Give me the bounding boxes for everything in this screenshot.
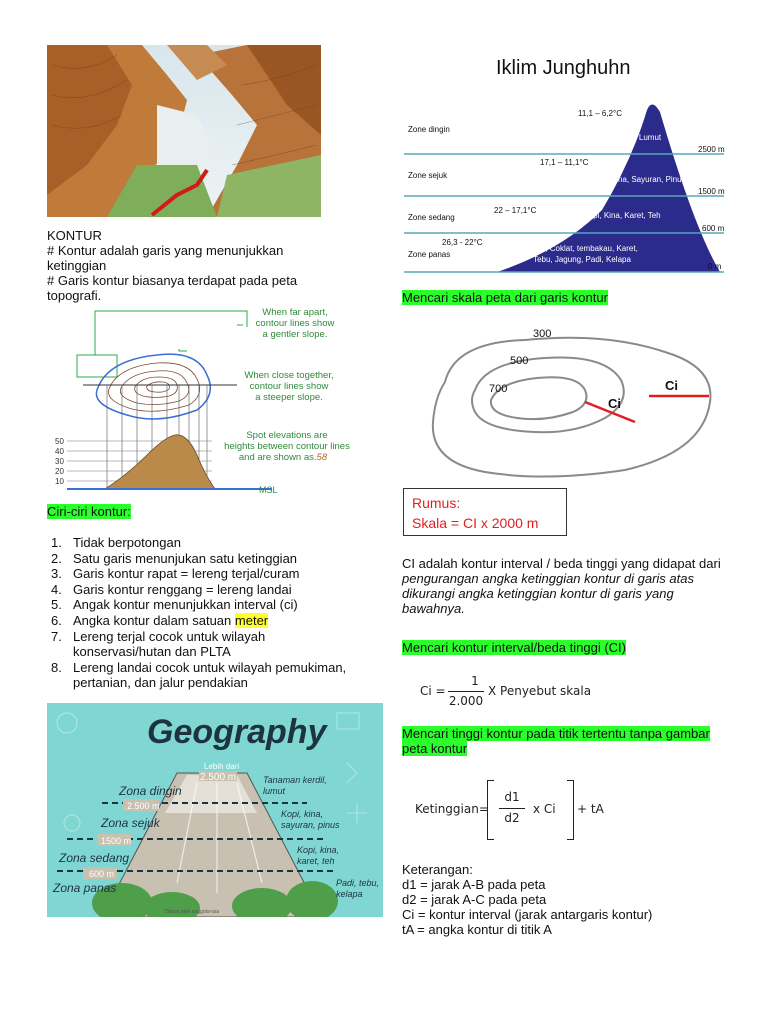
keterangan-ta: tA = angka kontur di titik A (402, 922, 552, 937)
terrain-photo (47, 45, 321, 217)
height-600: 600 m (702, 224, 725, 233)
axis-label-50: 50 (55, 437, 64, 446)
axis-label-10: 10 (55, 477, 64, 486)
keterangan-d1: d1 = jarak A-B pada peta (402, 877, 546, 892)
contour-label-500: 500 (510, 355, 529, 367)
crop-panas-1: Padi, tebu, (336, 878, 380, 888)
keterangan-d2: d2 = jarak A-C pada peta (402, 892, 547, 907)
keterangan-title: Keterangan: (402, 862, 473, 877)
zone-sedang: Zone sedang (408, 213, 455, 222)
poster-credit: Dibuat oleh anggota-ssa (165, 909, 220, 915)
tinggi-formula-lhs: Ketinggian= (415, 802, 489, 816)
ci-label-inner: Ci (608, 396, 621, 411)
note-far-apart-3: a gentler slope. (262, 329, 328, 340)
note-close-1: When close together, (244, 370, 334, 381)
crop-dingin-2: lumut (263, 786, 286, 796)
axis-label-40: 40 (55, 447, 64, 456)
crop-lumut: Lumut (638, 133, 662, 142)
keterangan-ci: Ci = kontur interval (jarak antargaris kontur) (402, 907, 653, 922)
height-badge-1500: 1500 m (101, 836, 132, 846)
contour-rings (425, 322, 725, 482)
kontur-location: # Garis kontur biasanya terdapat pada peta topografi. (47, 273, 298, 303)
poster-title: Geography (147, 713, 327, 751)
rumus-box (403, 488, 567, 536)
tinggi-formula-plus: + tA (577, 802, 604, 816)
kontur-definition: # Kontur adalah garis yang menunjukkan ketinggian (47, 243, 284, 273)
ci-description (402, 556, 732, 616)
height-badge-600: 600 m (89, 869, 115, 879)
list-item: 5. Angak kontur menunjukkan interval (ci) (51, 597, 298, 613)
ci-formula-denominator: 2.000 (448, 694, 484, 708)
axis-label-30: 30 (55, 457, 64, 466)
poster-zone-dingin: Zona dingin (119, 784, 182, 798)
kontur-title: KONTUR (47, 228, 102, 243)
junghuhn-diagram (402, 50, 732, 275)
contour-label-300: 300 (533, 328, 552, 340)
note-spot-3: and are shown as.58 (238, 452, 328, 463)
tinggi-formula-numerator: d1 (504, 790, 520, 804)
list-item: 1. Tidak berpotongan (51, 535, 181, 550)
crop-panas-2: Tebu, Jagung, Padi, Kelapa (533, 255, 631, 264)
list-item: 2. Satu garis menunjukan satu ketinggian (51, 550, 298, 566)
note-close-2: contour lines show (249, 381, 329, 392)
list-item: 8. Lereng landai cocok untuk wilayah pemukiman, pertanian, dan jalur pendakian (51, 659, 347, 691)
note-close-3: a steeper slope. (255, 392, 323, 403)
ci-heading: Mencari kontur interval/beda tinggi (CI) (402, 640, 626, 655)
crop-sejuk-1: Kopi, kina, (281, 809, 324, 819)
keterangan (402, 862, 732, 937)
peak-label-1: Lebih dari (204, 762, 240, 771)
note-far-apart-2: contour lines show (255, 318, 335, 329)
height-badge-2500: 2.500 m (127, 801, 160, 811)
ci-formula-rhs: X Penyebut skala (488, 684, 592, 698)
tinggi-formula-denominator: d2 (504, 811, 520, 825)
ciri-heading: Ciri-ciri kontur: (47, 504, 131, 519)
note-far-apart-1: When far apart, (262, 307, 328, 318)
temp-panas: 26,3 - 22°C (442, 238, 483, 247)
note-spot-1: Spot elevations are (246, 430, 328, 441)
poster-zone-sejuk: Zona sejuk (101, 816, 160, 830)
ci-formula (420, 672, 720, 712)
temp-dingin: 11,1 – 6,2°C (578, 109, 622, 118)
peak-label-2: 2.500 m (200, 772, 237, 783)
rumus-title: Rumus: (412, 495, 461, 511)
poster-zone-panas: Zona panas (53, 881, 117, 895)
axis-label-20: 20 (55, 467, 64, 476)
ci-label-outer: Ci (665, 378, 678, 393)
crop-sejuk-2: sayuran, pinus (281, 820, 340, 830)
crop-panas-1: Karet, Coklat, tembakau, Karet, (526, 244, 638, 253)
crop-sedang-1: Kopi, kina, (297, 845, 340, 855)
crop-panas-2: kelapa (336, 889, 363, 899)
skala-heading: Mencari skala peta dari garis kontur (402, 290, 608, 305)
height-2500: 2500 m (698, 145, 725, 154)
list-item: 3. Garis kontur rapat = lereng terjal/curam (51, 566, 300, 582)
crop-sejuk: Kopi, Kina, Sayuran, Pinus (590, 175, 686, 184)
temp-sejuk: 17,1 – 11,1°C (540, 158, 589, 167)
contour-diagram (47, 305, 377, 495)
ci-formula-lhs: Ci = (420, 684, 446, 698)
list-item: 7. Lereng terjal cocok untuk wilayah konservasi/hutan dan PLTA (51, 628, 266, 660)
crop-sedang-2: karet, teh (297, 856, 335, 866)
ci-desc-italic: pengurangan angka ketinggian kontur di garis atas dikurangi angka ketinggian kontur di garis yang bawahnya. (402, 571, 694, 616)
junghuhn-title: Iklim Junghuhn (496, 57, 631, 79)
ciri-list (47, 535, 367, 691)
height-0: 0 m (708, 262, 722, 271)
contour-label-700: 700 (489, 383, 508, 395)
meter-highlight: meter (234, 612, 269, 628)
note-spot-2: heights between contour lines (224, 441, 350, 452)
ci-formula-numerator: 1 (471, 674, 479, 688)
temp-sedang: 22 – 17,1°C (494, 206, 537, 215)
tinggi-heading: Mencari tinggi kontur pada titik tertentu tanpa gambar peta kontur (402, 726, 710, 756)
rumus-formula: Skala = CI x 2000 m (412, 515, 539, 531)
zone-panas: Zone panas (408, 250, 451, 259)
ci-desc-plain: CI adalah kontur interval / beda tinggi yang didapat dari (402, 556, 721, 571)
list-item: 6. Angka kontur dalam satuan meter (51, 612, 269, 628)
list-item: 4. Garis kontur renggang = lereng landai (51, 581, 292, 597)
height-1500: 1500 m (698, 187, 725, 196)
msl-label: MSL (259, 485, 278, 495)
crop-sedang: Kopi, Kina, Karet, Teh (583, 211, 661, 220)
geography-poster (47, 703, 383, 917)
crop-dingin-1: Tanaman kerdil, (263, 775, 327, 785)
zone-dingin: Zone dingin (408, 125, 450, 134)
tinggi-formula (415, 780, 715, 840)
tinggi-formula-times: x Ci (533, 802, 556, 816)
poster-zone-sedang: Zona sedang (59, 851, 130, 865)
zone-sejuk: Zone sejuk (408, 171, 448, 180)
